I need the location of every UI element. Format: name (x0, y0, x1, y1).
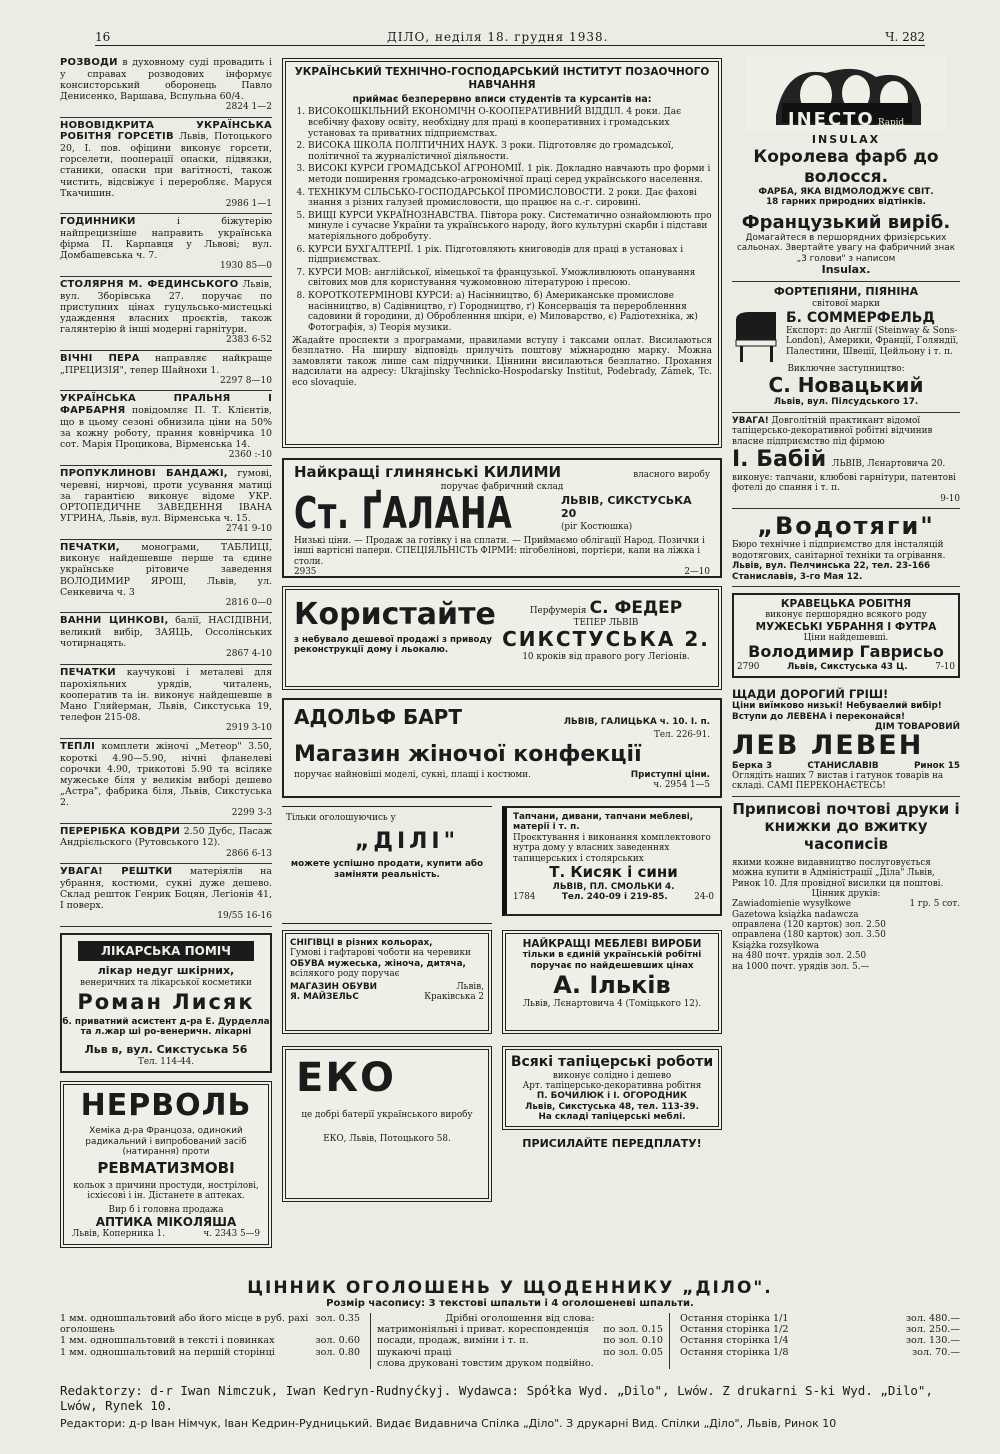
forms-item-name: оправлена (180 карток) зол. 3.50 (732, 930, 886, 941)
forms-item-name: Zawiadomienie wysyłkowe (732, 899, 851, 910)
kilymy-ad (282, 458, 722, 578)
eko-ad (282, 1046, 492, 1202)
piano-title: ФОРТЕПІЯНИ, ПІЯНІНА (773, 285, 919, 299)
likarska-address: Льв в, вул. Сикстуська 56 (84, 1042, 248, 1056)
tapic-name: П. БОЧИЛЮК і І. ОГОРОДНИК (536, 1091, 688, 1102)
classified-list (60, 55, 272, 927)
institute-subtitle: приймає безперервно вписи студентів та курсантів на: (352, 94, 652, 106)
forms-price-row (732, 899, 960, 909)
gavrysio-l1: виконує першорядно всякого роду (765, 610, 927, 621)
classified-ad (60, 351, 272, 392)
price-table-subtitle: Розмір часопису: 3 текстові шпальти і 4 оголошеневі шпальти. (326, 1298, 694, 1310)
forms-price-row (732, 920, 960, 930)
shoes-name: Я. МАЙЗЕЛЬС (290, 991, 359, 1002)
price-row-label: слова друковані товстим друком подвійно. (377, 1358, 594, 1370)
price-row (680, 1313, 960, 1324)
shoes-l2: Гумові і гафтарові чоботи на черевики (290, 948, 471, 959)
classified-text: Львів, вул. Зборівська 27. поручає по приступних цінах гуцульсько-мистецькі удаждення власних проєктів, також галянтерію й інші модерні гарнітури. (60, 279, 272, 336)
price-row (680, 1324, 960, 1335)
kysyak-n2: 24-0 (694, 891, 714, 902)
classified-ad (60, 540, 272, 614)
classified-lead: УКРАЇНСЬКА ПРАЛЬНЯ І ФАРБАРНЯ (60, 393, 272, 417)
dilo-l3: можете успішно продати, купити або заміняти реальність. (290, 859, 484, 880)
forms-price-list (732, 899, 960, 972)
babiy-city: ЛЬВІВ, (832, 458, 865, 469)
institute-course-item: 1. ВИСОКОШКІЛЬНИЙ ЕКОНОМІЧН О-КООПЕРАТИВНИЙ ВІДДІЛ. 4 роки. Дає всебічну фахову освіту, необхідну для праці в кооперативних і громадських установах та приватних підприємствах. (308, 107, 712, 139)
classified-text: гумові, черевні, нирчові, проти усування матиці за гарантією виконує відоме УКР. ОРТОПЕДИЧНЕ ЗАВЕДЕННЯ ІВАНА УГРИНА, Львів, вул. Вірменська ч. 15. (60, 467, 272, 524)
nervol-footer (72, 1229, 260, 1239)
classified-text: балії, НАСІДІВНИ, великий вибір, ЗАЯЦЬ, Оссолінських чотирнацять. (60, 615, 272, 650)
nervol-ad (60, 1081, 272, 1247)
forms-price-row (732, 951, 960, 961)
price-row-label: Остання сторінка 1/2 (680, 1324, 789, 1336)
leven-l1: Ціни виїмково низькі! Небуваелий вибір! (732, 701, 942, 712)
price-row-value: по зол. 0.15 (603, 1324, 663, 1336)
gavrysio-l3: Ціни найдешевші. (803, 633, 889, 643)
price-row-label: Остання сторінка 1/1 (680, 1312, 789, 1324)
babiy-name: І. Бабій (732, 446, 827, 472)
eko-big: ЕКО (296, 1055, 397, 1101)
piano-ad (732, 282, 960, 413)
institute-course-item: 4. ТЕХНІКУМ СІЛЬСЬКО-ГОСПОДАРСЬКОЇ ПРОМИСЛОВОСТИ. 2 роки. Дає фахові знання з різних галузей промисловости, що працює на с.-г. сировині. (308, 188, 712, 209)
dilo-ad (282, 806, 492, 924)
leven-title: ЩАДИ ДОРОГИЙ ГРІШ! (732, 686, 889, 701)
price-row (60, 1313, 360, 1336)
shoes-l4: всілякого роду поручає (290, 969, 400, 980)
price-row-label: матримоніяльні і приват. кореспонденція (377, 1324, 589, 1336)
inecto-ad (732, 55, 960, 282)
bart-address: ЛЬВІВ, ГАЛИЦЬКА ч. 10. І. п. (563, 717, 710, 727)
inecto-l2: 18 гарних природних відтінків. (766, 197, 926, 208)
tapic-note: На складі тапіцерські меблі. (538, 1112, 686, 1123)
nervol-title: НЕРВОЛЬ (80, 1088, 252, 1124)
gavrysio-ad (732, 593, 960, 678)
bart-text: поручає найновіші моделі, сукні, плащі і костюми. (294, 769, 531, 780)
feder-perf: Перфумерія (529, 606, 587, 616)
forms-ad (732, 797, 960, 976)
price-row-value: зол. 70.— (911, 1346, 960, 1358)
classified-number: 2741 9-10 (226, 523, 272, 534)
classified-text: Львів, Потоцького 20, I. пов. офіцини виконує горсети, горселети, пооперації опаски, підвязки, станики, опаски при вагітності, також чистить, відсвіжує і переробляє. Маруся Ткачишин. (60, 131, 272, 199)
classified-number: 2816 0—0 (225, 597, 272, 608)
kilymy-num2: 2—10 (684, 567, 710, 578)
gavrysio-name: Володимир Гаврисьо (748, 642, 944, 662)
shoes-city: Львів, (456, 981, 484, 992)
price-row-value: зол. 0.80 (315, 1346, 360, 1358)
likarska-name: Роман Лисяк (77, 990, 255, 1015)
tapic-address: Львів, Сикстуська 48, тел. 113-39. (525, 1101, 699, 1112)
price-row-value: зол. 0.60 (315, 1335, 360, 1347)
vodo-big: „Водотяги" (757, 512, 935, 541)
page-header (95, 28, 925, 46)
ilkiv-l2: тільки в єдиній українській робітні поручає по найдешевших цінах (522, 950, 702, 971)
institute-title: УКРАЇНСЬКИЙ ТЕХНІЧНО-ГОСПОДАРСЬКИЙ ІНСТИТУТ ПОЗАОЧНОГО НАВЧАННЯ (294, 66, 710, 92)
likarska-line2: венеричних та лікарської косметики (80, 977, 252, 988)
insulax-logo: INSULAX (811, 133, 881, 147)
classified-number: 2866 6-13 (226, 848, 272, 859)
leven-a3: Ринок 15 (913, 760, 960, 771)
classified-text: повідомляє П. Т. Клієнтів, що в цьому сезоні обнизила ціни на 50% за кожну роботу, прання ковнірчика 10 сот. Марія Процикова, Вірменська 14. (60, 405, 272, 451)
classified-number: 19/55 16-16 (217, 911, 272, 922)
classified-text: 2.50 Дубс, Пасаж Андрієльского (Рутовського 12). (60, 825, 273, 849)
institute-course-item: 5. ВИЩІ КУРСИ УКРАЇНОЗНАВСТВА. Півтора року. Систематично ознайомлюють про минуле і сучасне України та українського народу, його культурні скарби і підстави матеріяльного добробуту. (308, 211, 712, 243)
kysyak-name: Т. Кисяк і сини (549, 862, 678, 881)
shoes-l3: ОБУВА мужеська, жіноча, дитяча, (290, 958, 466, 969)
price-row-label: 1 мм. одношпальтовий в тексті і повинках (60, 1335, 275, 1347)
imprint-polish: Redaktorzy: d-r Iwan Nimczuk, Iwan Kedryn-Rudnyćkyj. Wydawca: Spółka Wyd. „Dilo", Lwów. Z drukarni S-ki Wyd. „Dilo", Lwów, Rynek 10. (60, 1383, 933, 1413)
price-row (680, 1335, 960, 1346)
inecto-sub: Rapid (877, 117, 905, 128)
gavrysio-l2: МУЖЕСЬКІ УБРАННЯ І ФУТРА (755, 620, 937, 633)
classified-lead: РОЗВОДИ (60, 57, 118, 68)
inecto-fr: Французький виріб. (741, 211, 951, 233)
piano-name: Б. СОММЕРФЕЛЬД (786, 309, 935, 326)
gavrysio-num: 2790 (737, 662, 760, 673)
eko-text: це добрі батерії українського виробу (301, 1110, 473, 1120)
classified-lead: ВАННИ ЦИНКОВІ, (60, 615, 169, 627)
babiy-uvaga: УВАГА! (732, 415, 769, 426)
forms-item-name: оправлена (120 карток) зол. 2.50 (732, 920, 886, 931)
kilymy-name: Ст. ҐАЛАНА (294, 488, 513, 540)
babiy-text: Довголітній практикант відомої тапіцерсько-декоративної робітні відчинив власне підприємство під фірмою (732, 415, 933, 447)
eko-address: ЕКО, Львів, Потоцького 58. (323, 1134, 451, 1145)
left-column (60, 55, 272, 1256)
forms-item-name: Książka rozsyłkowa (732, 940, 820, 951)
tapic-ad (502, 1046, 722, 1130)
price-row (60, 1335, 360, 1346)
bart-tel: Тел. 226-91. (653, 729, 710, 740)
classified-text: і біжутерію найпрецизніше направить українська фірма П. Карпавця у Львові; вул. Домбашевська ч. 7. (60, 216, 272, 262)
dilo-l2: „ДІЛІ" (354, 829, 460, 855)
classified-ad (60, 214, 272, 277)
tapic-l1: виконує солідно і дешево (552, 1070, 672, 1081)
classified-lead: ВІЧНІ ПЕРА (60, 352, 140, 364)
classified-ad (60, 864, 272, 927)
classified-ad (60, 739, 272, 824)
ilkiv-l1: НАЙКРАЩІ МЕБЛЕВІ ВИРОБИ (522, 938, 702, 950)
babiy-street: Лєнартовича 20. (867, 458, 946, 469)
vodo-address2: Станиславів, 3-го Мая 12. (732, 571, 863, 582)
gavrysio-n2: 7-10 (935, 662, 955, 673)
kilymy-text: Низькі ціни. — Продаж за готівку і на сплати. — Приймаємо облігації Народ. Позички і інші вартісні папери. СПЕЦІЯЛЬНІСТЬ ФІРМИ: пігобелінові, портієри, капи на ліжка і столи. (294, 536, 705, 567)
classified-lead: УВАГА! РЕШТКИ (60, 866, 173, 878)
leven-name: ЛЕВ ЛЕВЕН (732, 730, 924, 762)
classified-number: 2919 3-10 (226, 723, 272, 734)
shoes-street: Краківська 2 (424, 991, 484, 1002)
ilkiv-ad (502, 930, 722, 1034)
piano-agent-name: С. Новацький (768, 372, 924, 397)
price-row (377, 1358, 663, 1369)
dilo-l1: Тільки оголошуючись у (286, 813, 396, 823)
classified-ad (60, 118, 272, 215)
nervol-text1: Хеміка д-ра Францоза, одинокий радикальний і випробований засіб (натирання) проти (85, 1126, 247, 1157)
price-row-label: шукаючі праці (377, 1346, 452, 1358)
price-row-label: Остання сторінка 1/8 (680, 1346, 789, 1358)
forms-price-row (732, 941, 960, 951)
kilymy-address: ЛЬВІВ, СИКСТУСЬКА 20 (561, 494, 692, 521)
classified-ad (60, 277, 272, 351)
kysyak-tel: Тел. 240-09 і 219-85. (561, 891, 668, 902)
classified-text: монограми, ТАБЛИЦІ, виконує найдешевше перше та єдине українське рітовиче заведення ВОЛОДИМИР ЯРОШ, Львів, ул. Сенкевича ч. 3 (60, 541, 272, 598)
price-row (377, 1324, 663, 1335)
classified-text: каучукові і металеві для парохіяльних урядів, читалень, кооператив та ін. виконує найдешевше в Мано Гляйерман, Львів, Сикстуська 19, телефон 215-08. (60, 666, 272, 724)
classified-number: 2824 1—2 (225, 102, 272, 113)
forms-price-row (732, 910, 960, 920)
classified-lead: СТОЛЯРНЯ М. ФЕДИНСЬКОГО (60, 279, 239, 291)
bart-name: АДОЛЬФ БАРТ (294, 705, 462, 729)
right-column (732, 55, 960, 976)
price-row-label: 1 мм. одношпальтовий або його місце в руб. рахі оголошень (60, 1312, 309, 1336)
classified-lead: ПРОПУКЛИНОВІ БАНДАЖІ, (60, 467, 228, 479)
piano-icon (732, 310, 780, 364)
price-row (60, 1347, 360, 1358)
classified-lead: НОВОВІДКРИТА УКРАЇНСЬКА РОБІТНЯ ГОРСЕТІВ (60, 119, 272, 143)
piano-t2: світової марки (812, 299, 880, 310)
classified-ad (60, 665, 272, 739)
price-row-label: посади, продаж, виміни і т. п. (377, 1335, 529, 1347)
kilymy-num1: 2935 (294, 567, 317, 578)
feder-now: ТЕПЕР ЛЬВІВ (573, 618, 639, 629)
institute-course-item: 8. КОРОТКОТЕРМІНОВІ КУРСИ: а) Насінництво, б) Американське промислове насінництво, в) Садівництво, г) Городництво, ґ) Консервація та переробленння садовини й городини, д) Обробленння шкіри, е) Миловарство, є) Радіотехніка, ж) Фотографія, з) Теорія музики. (308, 291, 712, 333)
forms-price-row (732, 962, 960, 972)
forms-item-price: 1 гр. 5 сот. (909, 899, 960, 910)
likarska-banner: ЛІКАРСЬКА ПОМІЧ (78, 941, 254, 961)
feder-name: С. ФЕДЕР (589, 598, 683, 618)
kilymy-headline: Найкращі глинянські КИЛИМИ (294, 463, 562, 481)
inecto-l1: ФАРБА, ЯКА ВІДМОЛОДЖУЄ СВІТ. (758, 187, 934, 198)
price-table-title: ЦІННИК ОГОЛОШЕНЬ У ЩОДЕННИКУ „ДІЛО". (247, 1278, 773, 1298)
shoes-ad (282, 930, 492, 1034)
gavrysio-title: КРАВЕЦЬКА РОБІТНЯ (780, 597, 912, 610)
classified-lead: ПЕЧАТКИ, (60, 541, 120, 553)
kysyak-l2: Проєктування і виконання комплектового нутра дому у власних заведеннях тапицерських і столярських (513, 832, 711, 864)
price-row-value: зол. 130.— (905, 1335, 960, 1347)
price-row-value: зол. 480.— (905, 1312, 960, 1324)
price-row (377, 1347, 663, 1358)
classified-lead: ПЕРЕРІБКА КОВДРИ (60, 825, 181, 837)
leven-a2: СТАНИСЛАВІВ (807, 760, 879, 771)
classified-lead: ГОДИННИКИ (60, 216, 136, 228)
likarska-ad (60, 933, 272, 1073)
leven-l2: Вступи до ЛЕВЕНА і переконайся! (732, 711, 905, 722)
institute-course-item: 7. КУРСИ МОВ: англійської, німецької та французької. Уможливлюють опанування світових мов для користування чужомовною літературою і пресою. (308, 268, 712, 289)
classified-ad (60, 55, 272, 118)
babiy-number: 9-10 (940, 493, 960, 504)
institute-courses (292, 107, 712, 333)
price-row-value: зол. 0.35 (315, 1312, 360, 1324)
kysyak-num: 1784 (513, 891, 536, 902)
price-row (377, 1335, 663, 1346)
bart-big: Магазин жіночої конфекції (294, 741, 642, 767)
tapic-title: Всякі тапіцерські роботи (510, 1054, 714, 1070)
forms-item-name: на 1000 почт. урядів зол. 5.— (732, 961, 870, 972)
vodo-ad (732, 509, 960, 587)
classified-lead: ПЕЧАТКИ (60, 666, 116, 678)
nervol-number: ч. 2343 5—9 (203, 1229, 260, 1240)
price-row-label: 1 мм. одношпальтовий на першій сторінці (60, 1346, 275, 1358)
piano-address: Львів, вул. Пілсудського 17. (773, 397, 919, 408)
classified-number: 2297 8—10 (220, 375, 272, 386)
price-row-value: по зол. 0.05 (603, 1346, 663, 1358)
classified-ad (60, 613, 272, 665)
tapic-l2: Арт. тапіцерсько-декоративна робітня (522, 1080, 702, 1091)
feder-big: Користайте (294, 597, 496, 632)
price-col2-title: Дрібні оголошення від слова: (445, 1312, 595, 1324)
forms-item-name: на 480 почт. урядів зол. 2.50 (732, 951, 867, 962)
classified-ad (60, 391, 272, 465)
price-row-label: Остання сторінка 1/4 (680, 1335, 789, 1347)
bart-number: ч. 2954 1—5 (653, 780, 710, 791)
inecto-ins2: Insulax. (821, 263, 871, 277)
middle-column (282, 58, 722, 1210)
price-row-value: по зол. 0.10 (603, 1335, 663, 1347)
feder-tagline: з небувало дешевої продажі з приводу реконструкції дому і льокалю. (294, 635, 492, 656)
price-table (60, 1278, 960, 1369)
piano-export: Експорт: до Англії (Steinway & Sons-London), Америки, Франції, Голяндії, Палестини, Швеції, Цейльону і т. п. (786, 326, 959, 357)
institute-course-item: 3. ВИСОКІ КУРСИ ГРОМАДСЬКОЇ АГРОНОМІЇ. 1 рік. Докладно навчають про форми і методи поширення громадсько-агрономічної праці серед українського населення. (308, 164, 712, 185)
kysyak-ad (502, 806, 722, 916)
page-number: 16 (95, 29, 111, 44)
nervol-text3: Вир б і головна продажа (108, 1204, 224, 1215)
imprint-ukrainian: Редактори: д-р Іван Німчук, Іван Кедрин-Рудницький. Видає Видавнича Спілка „Діло". З друкарні Вид. Спілки „Діло", Львів, Ринок 10 (60, 1416, 837, 1430)
classified-text: направляє найкраще „ПРЕЦИЗІЯ", тепер Шайноxи 1. (60, 352, 272, 376)
piano-agent: Виключне заступництво: (787, 363, 905, 374)
classified-text: матеріялів на убрання, костюми, сукні дуже дешево. Склад решток Генрик Боцян, Легіонів 41, I поверх. (60, 866, 272, 912)
price-row (680, 1347, 960, 1358)
vodo-address: Львів, вул. Пелчинська 22, тел. 23-166 (732, 561, 931, 572)
classified-lead: ТЕПЛІ (60, 740, 96, 752)
kysyak-l1: Тапчани, дивани, тапчани меблеві, матерії і т. п. (513, 812, 694, 833)
inecto-queen: Королева фарб до волосся. (753, 147, 939, 188)
likarska-line1: лікар недуг шкірних, (97, 963, 235, 977)
forms-price-label: Цінник друків: (811, 888, 881, 899)
imprint (60, 1384, 960, 1430)
gavrysio-address: Львів, Сикстуська 43 Ц. (787, 662, 908, 673)
classified-number: 2299 3-3 (231, 808, 272, 819)
nervol-big: РЕВМАТИЗМОВІ (97, 1159, 235, 1178)
institute-footer: Жадайте проспекти з програмами, правилами вступу і таксами оплат. Висилаються безплатно. На ширшу відповідь прилучіть поштову міжнародню марку. Можна замовляти також лише сам підручники. Ціннини висилаються безплатно. Прохання надсилати на адресу: Ukrajinsky Technicko-Hospodarsky Institut, Podebrady, Zámek, Tc. eco slovaquie. (292, 335, 712, 388)
leven-ad (732, 686, 960, 797)
classified-number: 2360 :-10 (228, 450, 272, 461)
nervol-address: Львів, Коперника 1. (72, 1229, 165, 1240)
bart-prices: Приступні ціни. (630, 769, 710, 780)
classified-text: комплети жіночі „Метеор" 3.50, короткі 4.90—5.90, нічні фланелеві сорочки 4.90, трикотові 5.90 та всілякe мужеськe біля у великім виборі дешево „Астра", фабрика біля, Львів, Сикстуська 2. (60, 740, 272, 808)
kysyak-address: ЛЬВІВ, ПЛ. СМОЛЬКИ 4. (552, 881, 675, 892)
institute-ad (282, 58, 722, 448)
ilkiv-address: Львів, Лєнартовича 4 (Томіцького 12). (522, 999, 702, 1010)
kilymy-address2: (ріг Костюшка) (561, 522, 633, 533)
forms-item-name: Gazetowa książka nadawcza (732, 909, 859, 920)
ilkiv-name: А. Ільків (553, 971, 671, 1000)
classified-ad (60, 466, 272, 540)
leven-l3: ДІМ ТОВАРОВИЙ (874, 721, 960, 732)
inecto-l3: Домагайтеся в першорядних фризієрських сальонах. Звертайте увагу на фабричний знак „3 голови" з написом (736, 233, 956, 264)
forms-title: Приписові почтові друки і книжки до вжитку часописів (732, 799, 960, 854)
inecto-brand: INECTO (787, 108, 875, 130)
forms-text: якими кожне видавництво послуговується можна купити в Адміністрації „Діла" Львів, Ринок 10. Для провідної висилки ця поштові. (732, 857, 944, 889)
babiy-ad (732, 413, 960, 509)
vodo-text: Бюро технічне і підприємство для інсталяцій водотягових, санітарної техніки та огрівання. (732, 540, 946, 561)
masthead-line: ДІЛО, неділя 18. грудня 1938. (387, 29, 609, 44)
feder-ad (282, 586, 722, 690)
issue-number: Ч. 282 (885, 29, 925, 44)
classified-number: 2383 6-52 (226, 335, 272, 346)
kilymy-own: власного виробу (633, 470, 710, 480)
shoes-shop: МАГАЗИН ОБУВИ (290, 981, 378, 992)
likarska-line3: б. приватний асистент д-ра Е. Дурделла та л.жар ші ро-венеричн. лікарні (62, 1017, 270, 1038)
institute-course-item: 6. КУРСИ БУХГАЛТЕРІЇ. 1 рік. Підготовляють книговодів для праці в установах і підприємствах. (308, 245, 712, 266)
classified-number: 1930 85—0 (220, 261, 272, 272)
kilymy-subline: поручає фабричний склад (440, 481, 564, 492)
feder-street: СИКСТУСЬКА 2. (502, 627, 710, 652)
leven-a1: Берка 3 (732, 760, 773, 771)
babiy-text2: виконує: тапчани, клюбові гарнітури, патентові фотелі до спання і т. п. (732, 472, 956, 494)
nervol-text2: кольок з причини простуди, нострілові, ісхієсові і ін. Дістанете в аптеках. (73, 1180, 259, 1202)
classified-ad (60, 824, 272, 865)
price-col-mm (60, 1313, 360, 1370)
classified-text: в духовному суді провадить і у справах розводових інформує консисторський оборонець Павло Денисенко, Варшава, Вспульна 60/4. (60, 57, 272, 102)
classified-number: 2867 4-10 (226, 649, 272, 660)
likarska-tel: Тел. 114-44. (137, 1056, 194, 1067)
shoes-l1: СНІГІВЦІ в різних кольорах, (290, 938, 433, 948)
institute-course-item: 2. ВИСОКА ШКОЛА ПОЛІТИЧНИХ НАУК. 3 роки. Підготовляє до громадської, політичної та журналістичної діяльности. (308, 141, 712, 162)
subscribe-callout: ПРИСИЛАЙТЕ ПЕРЕДПЛАТУ! (522, 1137, 702, 1151)
price-col-last-page (680, 1313, 960, 1370)
nervol-apteka: АПТИКА МІКОЛЯША (95, 1215, 237, 1230)
forms-price-row (732, 930, 960, 940)
price-row-value: зол. 250.— (905, 1324, 960, 1336)
bart-ad (282, 698, 722, 798)
feder-note: 10 кроків від правого рогу Легіонів. (522, 652, 690, 663)
leven-l4: Оглядіть наших 7 вистав і гатунок товарів на складі. САМІ ПЕРЕКОНАЄТЕСЬ! (732, 771, 944, 792)
classified-number: 2986 1—1 (225, 198, 272, 209)
price-col-small-ads (370, 1313, 670, 1370)
